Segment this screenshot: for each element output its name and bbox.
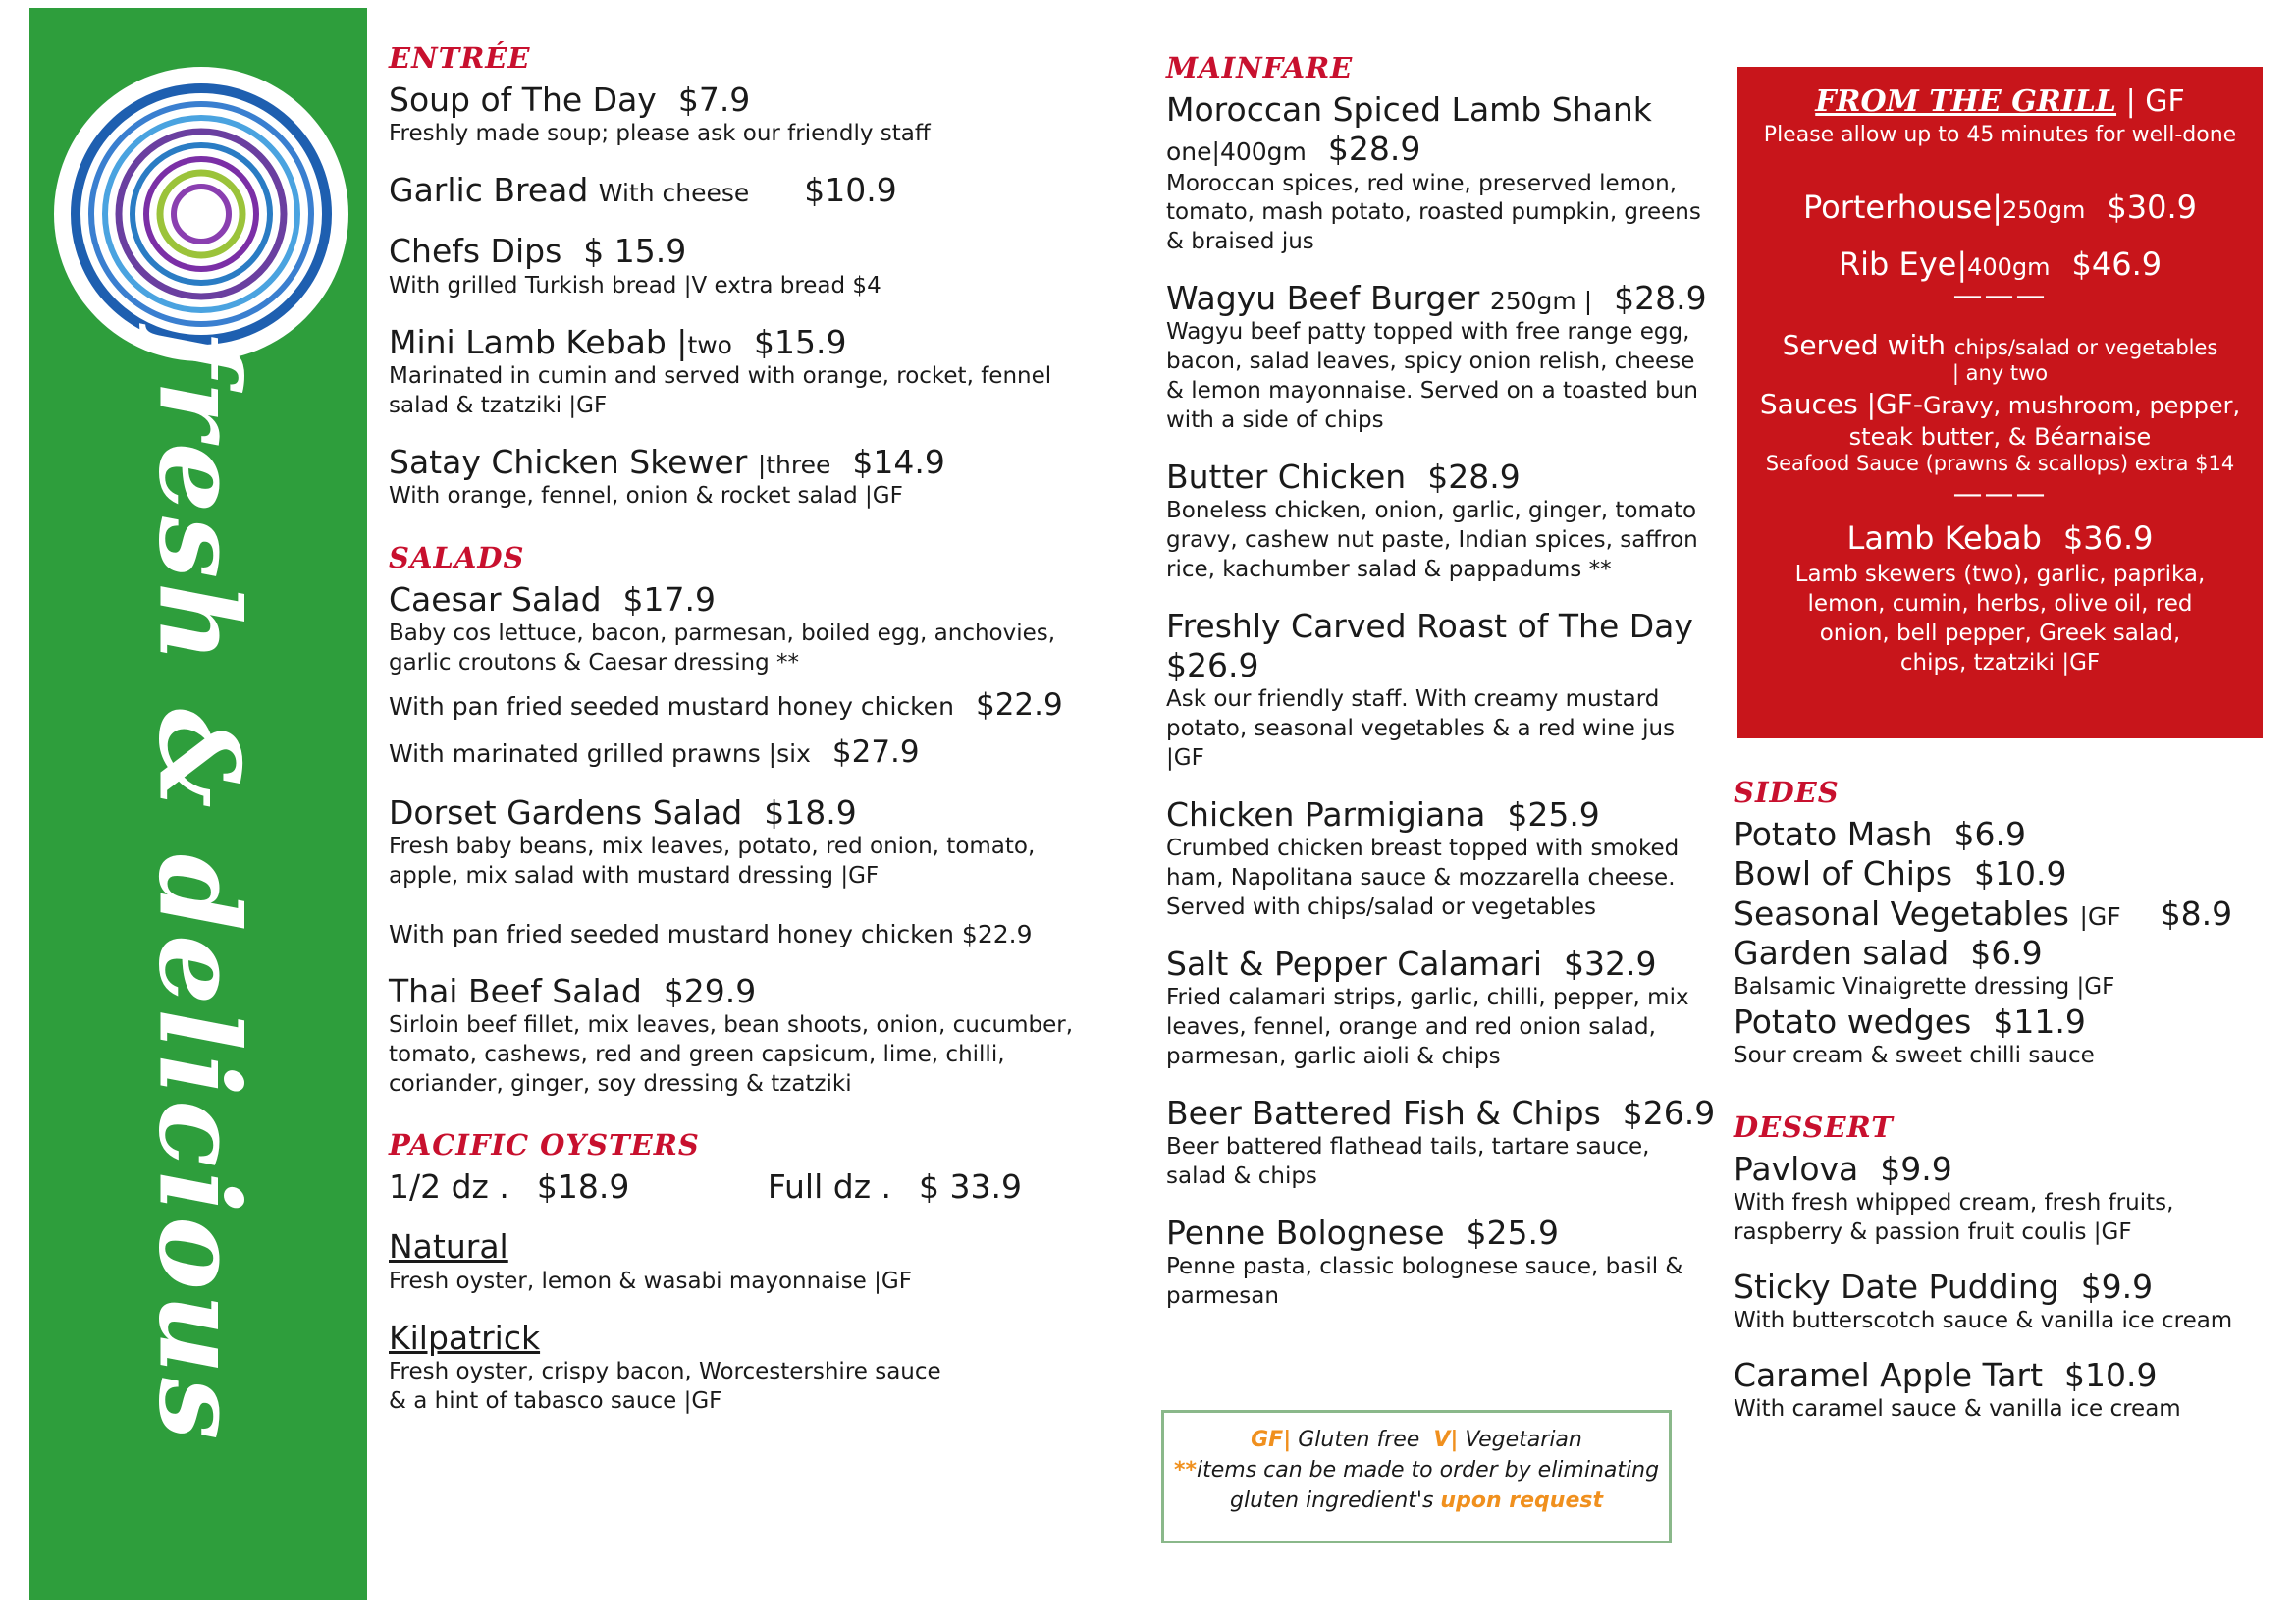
- column-left: [389, 41, 1076, 1438]
- menu-item: [389, 972, 1076, 1100]
- item-desc: Moroccan spices, red wine, preserved lemon, tomato, mash potato, roasted pumpkin, greens & braised jus: [1166, 170, 1701, 255]
- sauces-list: Gravy, mushroom, pepper, steak butter, & Béarnaise: [1848, 392, 2241, 452]
- item-name: Pavlova: [1734, 1150, 1859, 1189]
- item-name: Caramel Apple Tart: [1734, 1356, 2044, 1395]
- divider: ———: [1952, 477, 2048, 513]
- item-price: $46.9: [2071, 245, 2163, 283]
- menu-item: [389, 81, 1076, 149]
- item-name: Moroccan Spiced Lamb Shank: [1166, 90, 1652, 129]
- item-price: $29.9: [663, 971, 757, 1010]
- item-price: $28.9: [1614, 279, 1707, 318]
- upon-request: upon request: [1440, 1489, 1603, 1514]
- item-desc: Wagyu beef patty topped with free range egg, bacon, salad leaves, spicy onion relish, cheese & lemon mayonnaise. Served on a toasted bun with a side of chips: [1166, 319, 1698, 434]
- item-price: $8.9: [2160, 893, 2233, 933]
- dietary-legend: [1161, 1410, 1672, 1543]
- item-price: $10.9: [804, 171, 897, 210]
- item-name: Butter Chicken: [1166, 457, 1407, 496]
- section-heading-oysters: PACIFIC OYSTERS: [389, 1128, 700, 1163]
- item-desc: With grilled Turkish bread |V extra bread $4: [389, 272, 881, 298]
- item-price: $7.9: [677, 81, 751, 119]
- item-desc: Sirloin beef fillet, mix leaves, bean shoots, onion, cucumber, tomato, cashews, red and green capsicum, lime, chilli, coriander, ginger, soy dressing & tzatziki: [389, 1011, 1074, 1097]
- item-qualifier: |GF: [2079, 901, 2121, 931]
- menu-item: [1734, 1268, 2283, 1336]
- item-name: Salt & Pepper Calamari: [1166, 945, 1543, 983]
- item-price: $36.9: [2062, 519, 2154, 558]
- item-desc: Fresh oyster, lemon & wasabi mayonnaise |GF: [389, 1268, 912, 1294]
- legend-note: items can be made to order by eliminating gluten ingredient's: [1196, 1458, 1660, 1514]
- item-desc: Beer battered flathead tails, tartare sauce, salad & chips: [1166, 1134, 1650, 1190]
- item-name: Mini Lamb Kebab |: [389, 322, 688, 361]
- item-desc: With fresh whipped cream, fresh fruits, raspberry & passion fruit coulis |GF: [1734, 1190, 2174, 1246]
- item-name: Chefs Dips: [389, 232, 562, 271]
- item-qualifier: 250gm: [2002, 196, 2086, 224]
- item-name: Garden salad: [1734, 933, 1949, 972]
- column-right: [1734, 776, 2283, 1444]
- menu-item: [1166, 607, 1716, 774]
- item-option: With pan fried seeded mustard honey chicken $22.9: [389, 920, 1033, 949]
- menu-item: [1734, 1002, 2283, 1042]
- menu-item: [389, 793, 1076, 949]
- item-price: $26.9: [1622, 1093, 1716, 1132]
- item-option: [389, 733, 1076, 772]
- item-desc: Fresh oyster, crispy bacon, Worcestershire sauce & a hint of tabasco sauce |GF: [389, 1358, 941, 1414]
- item-name: Bowl of Chips: [1734, 854, 1953, 893]
- option-label: With marinated grilled prawns |six: [389, 739, 811, 769]
- full-dozen-price: $ 33.9: [919, 1167, 1022, 1207]
- item-price: $10.9: [2064, 1356, 2158, 1395]
- section-heading-mainfare: MAINFARE: [1166, 51, 1354, 84]
- item-name: Penne Bolognese: [1166, 1213, 1445, 1252]
- item-desc: Marinated in cumin and served with orange, rocket, fennel salad & tzatziki |GF: [389, 362, 1052, 418]
- served-with: [1737, 329, 2263, 361]
- item-desc: Lamb skewers (two), garlic, paprika, lemon, cumin, herbs, olive oil, red onion, bell pepper, Greek salad, chips, tzatziki |GF: [1794, 562, 2206, 677]
- item-price: $ 15.9: [583, 232, 687, 271]
- menu-item: [389, 443, 1076, 512]
- item-qualifier: With cheese: [598, 179, 750, 208]
- item-desc: Crumbed chicken breast topped with smoked ham, Napolitana sauce & mozzarella cheese. Served with chips/salad or vegetables: [1166, 836, 1680, 921]
- section-heading-salads: SALADS: [389, 540, 525, 574]
- half-dozen-label: 1/2 dz .: [389, 1167, 509, 1207]
- item-desc: Ask our friendly staff. With creamy mustard potato, seasonal vegetables & a red wine jus |GF: [1166, 686, 1676, 772]
- item-desc: With orange, fennel, onion & rocket salad |GF: [389, 482, 903, 509]
- item-name: Potato wedges: [1734, 1001, 1972, 1041]
- item-name: Caesar Salad: [389, 579, 602, 619]
- item-price: $11.9: [1993, 1001, 2086, 1041]
- item-name: Natural: [389, 1227, 508, 1267]
- item-price: $6.9: [1953, 815, 2026, 853]
- section-heading-entree: ENTRÉE: [389, 41, 531, 75]
- sauces: [1737, 389, 2263, 452]
- logo-rings-icon: [49, 67, 353, 371]
- item-desc: Fried calamari strips, garlic, chilli, pepper, mix leaves, fennel, orange and red onion salad, parmesan, garlic aioli & chips: [1166, 985, 1689, 1070]
- item-desc: Fresh baby beans, mix leaves, potato, red onion, tomato, apple, mix salad with mustard dressing |GF: [389, 834, 1036, 890]
- v-text: Vegetarian: [1465, 1428, 1582, 1452]
- menu-item: [1734, 854, 2283, 893]
- item-desc: With caramel sauce & vanilla ice cream: [1734, 1396, 2181, 1423]
- item-price: $15.9: [753, 322, 847, 361]
- item-name: Beer Battered Fish & Chips: [1166, 1093, 1601, 1132]
- item-price: $26.9: [1166, 646, 1259, 685]
- sauces-label: Sauces |GF-: [1759, 388, 1923, 420]
- item-desc: Freshly made soup; please ask our friendly staff: [389, 121, 931, 147]
- gf-code: GF|: [1251, 1428, 1292, 1452]
- item-price: $18.9: [764, 793, 857, 833]
- item-price: $10.9: [1974, 854, 2067, 893]
- item-price: $14.9: [852, 442, 945, 481]
- item-name: Wagyu Beef Burger: [1166, 279, 1480, 318]
- item-qualifier: one|400gm: [1166, 137, 1307, 167]
- slogan-text: fresh & delicious: [133, 329, 263, 1444]
- item-qualifier: two: [687, 330, 732, 359]
- item-name: Freshly Carved Roast of The Day: [1166, 606, 1693, 645]
- item-desc: Balsamic Vinaigrette dressing |GF: [1734, 974, 2115, 1000]
- grill-note: Please allow up to 45 minutes for well-done: [1763, 123, 2237, 147]
- item-name: Soup of The Day: [389, 81, 657, 119]
- served-label: Served with: [1782, 329, 1947, 361]
- item-desc: Boneless chicken, onion, garlic, ginger, tomato gravy, cashew nut paste, Indian spices, saffron rice, kachumber salad & pappadums **: [1166, 498, 1698, 583]
- gf-text: Gluten free: [1298, 1428, 1420, 1452]
- item-price: $32.9: [1564, 945, 1657, 983]
- stars-mark: **: [1173, 1458, 1197, 1484]
- item-price: $9.9: [2080, 1268, 2154, 1307]
- menu-item: [1737, 245, 2263, 283]
- divider: ———: [1952, 279, 2048, 313]
- menu-item: [389, 232, 1076, 300]
- menu-item: [1166, 1094, 1716, 1192]
- item-name: Seasonal Vegetables: [1734, 893, 2069, 933]
- menu-item: [389, 1319, 1076, 1417]
- item-name: Satay Chicken Skewer: [389, 442, 748, 481]
- v-code: V|: [1433, 1428, 1459, 1452]
- option-price: $22.9: [975, 686, 1063, 723]
- grill-panel: [1737, 67, 2263, 738]
- menu-item: [1166, 90, 1716, 257]
- item-option: [389, 686, 1076, 725]
- item-name: Porterhouse|: [1802, 189, 2002, 226]
- menu-item: [389, 323, 1076, 421]
- item-desc: Sour cream & sweet chilli sauce: [1734, 1043, 2095, 1069]
- item-name: Thai Beef Salad: [389, 971, 642, 1010]
- item-desc: Penne pasta, classic bolognese sauce, basil & parmesan: [1166, 1254, 1683, 1310]
- sidebar-band: [29, 8, 367, 1600]
- menu-item: [1166, 458, 1716, 585]
- column-middle: [1166, 51, 1716, 1333]
- item-price: $28.9: [1427, 457, 1521, 496]
- served-options: chips/salad or vegetables: [1953, 336, 2218, 359]
- item-name: Kilpatrick: [389, 1318, 541, 1357]
- grill-title-suffix: | GF: [2125, 84, 2185, 119]
- half-dozen-price: $18.9: [536, 1167, 630, 1207]
- any-two: | any two: [1951, 361, 2049, 385]
- item-name: Potato Mash: [1734, 815, 1933, 853]
- grill-title: FROM THE GRILL: [1815, 84, 2117, 119]
- item-name: Dorset Gardens Salad: [389, 793, 743, 833]
- item-desc: Baby cos lettuce, bacon, parmesan, boiled egg, anchovies, garlic croutons & Caesar dressing **: [389, 620, 1056, 676]
- menu-item: [1734, 815, 2283, 854]
- menu-item: [389, 171, 1076, 210]
- oyster-prices: [389, 1167, 1076, 1206]
- menu-item: [1734, 894, 2283, 934]
- full-dozen-label: Full dz .: [767, 1167, 892, 1207]
- item-name: Chicken Parmigiana: [1166, 795, 1486, 835]
- item-qualifier: 400gm: [1967, 253, 2051, 281]
- menu-item: [1737, 189, 2263, 226]
- item-name: Rib Eye|: [1838, 245, 1968, 283]
- section-heading-dessert: DESSERT: [1734, 1110, 1894, 1145]
- item-price: $25.9: [1466, 1213, 1559, 1252]
- item-desc: With butterscotch sauce & vanilla ice cream: [1734, 1308, 2233, 1334]
- option-label: With pan fried seeded mustard honey chicken: [389, 691, 954, 721]
- menu-item: [1166, 279, 1716, 436]
- option-price: $27.9: [831, 734, 920, 771]
- menu-item: [1734, 934, 2283, 973]
- menu-item: [1737, 519, 2263, 557]
- item-price: $25.9: [1507, 795, 1600, 835]
- item-qualifier: |three: [757, 450, 831, 479]
- item-name: Garlic Bread: [389, 171, 589, 210]
- item-price: $17.9: [622, 579, 717, 619]
- item-price: $9.9: [1880, 1150, 1952, 1189]
- item-name: Sticky Date Pudding: [1734, 1268, 2059, 1307]
- section-heading-sides: SIDES: [1734, 776, 1840, 809]
- item-qualifier: 250gm |: [1489, 287, 1593, 316]
- item-name: Lamb Kebab: [1846, 519, 2042, 558]
- menu-item: [389, 580, 1076, 773]
- item-price: $6.9: [1970, 933, 2043, 972]
- menu-item: [1166, 945, 1716, 1072]
- menu-item: [389, 1227, 1076, 1296]
- menu-item: [1166, 1214, 1716, 1312]
- seafood-sauce: Seafood Sauce (prawns & scallops) extra $14: [1765, 452, 2235, 476]
- menu-item: [1166, 795, 1716, 923]
- item-price: $30.9: [2107, 189, 2198, 226]
- item-price: $28.9: [1327, 130, 1421, 169]
- menu-item: [1734, 1150, 2283, 1248]
- menu-item: [1734, 1356, 2283, 1425]
